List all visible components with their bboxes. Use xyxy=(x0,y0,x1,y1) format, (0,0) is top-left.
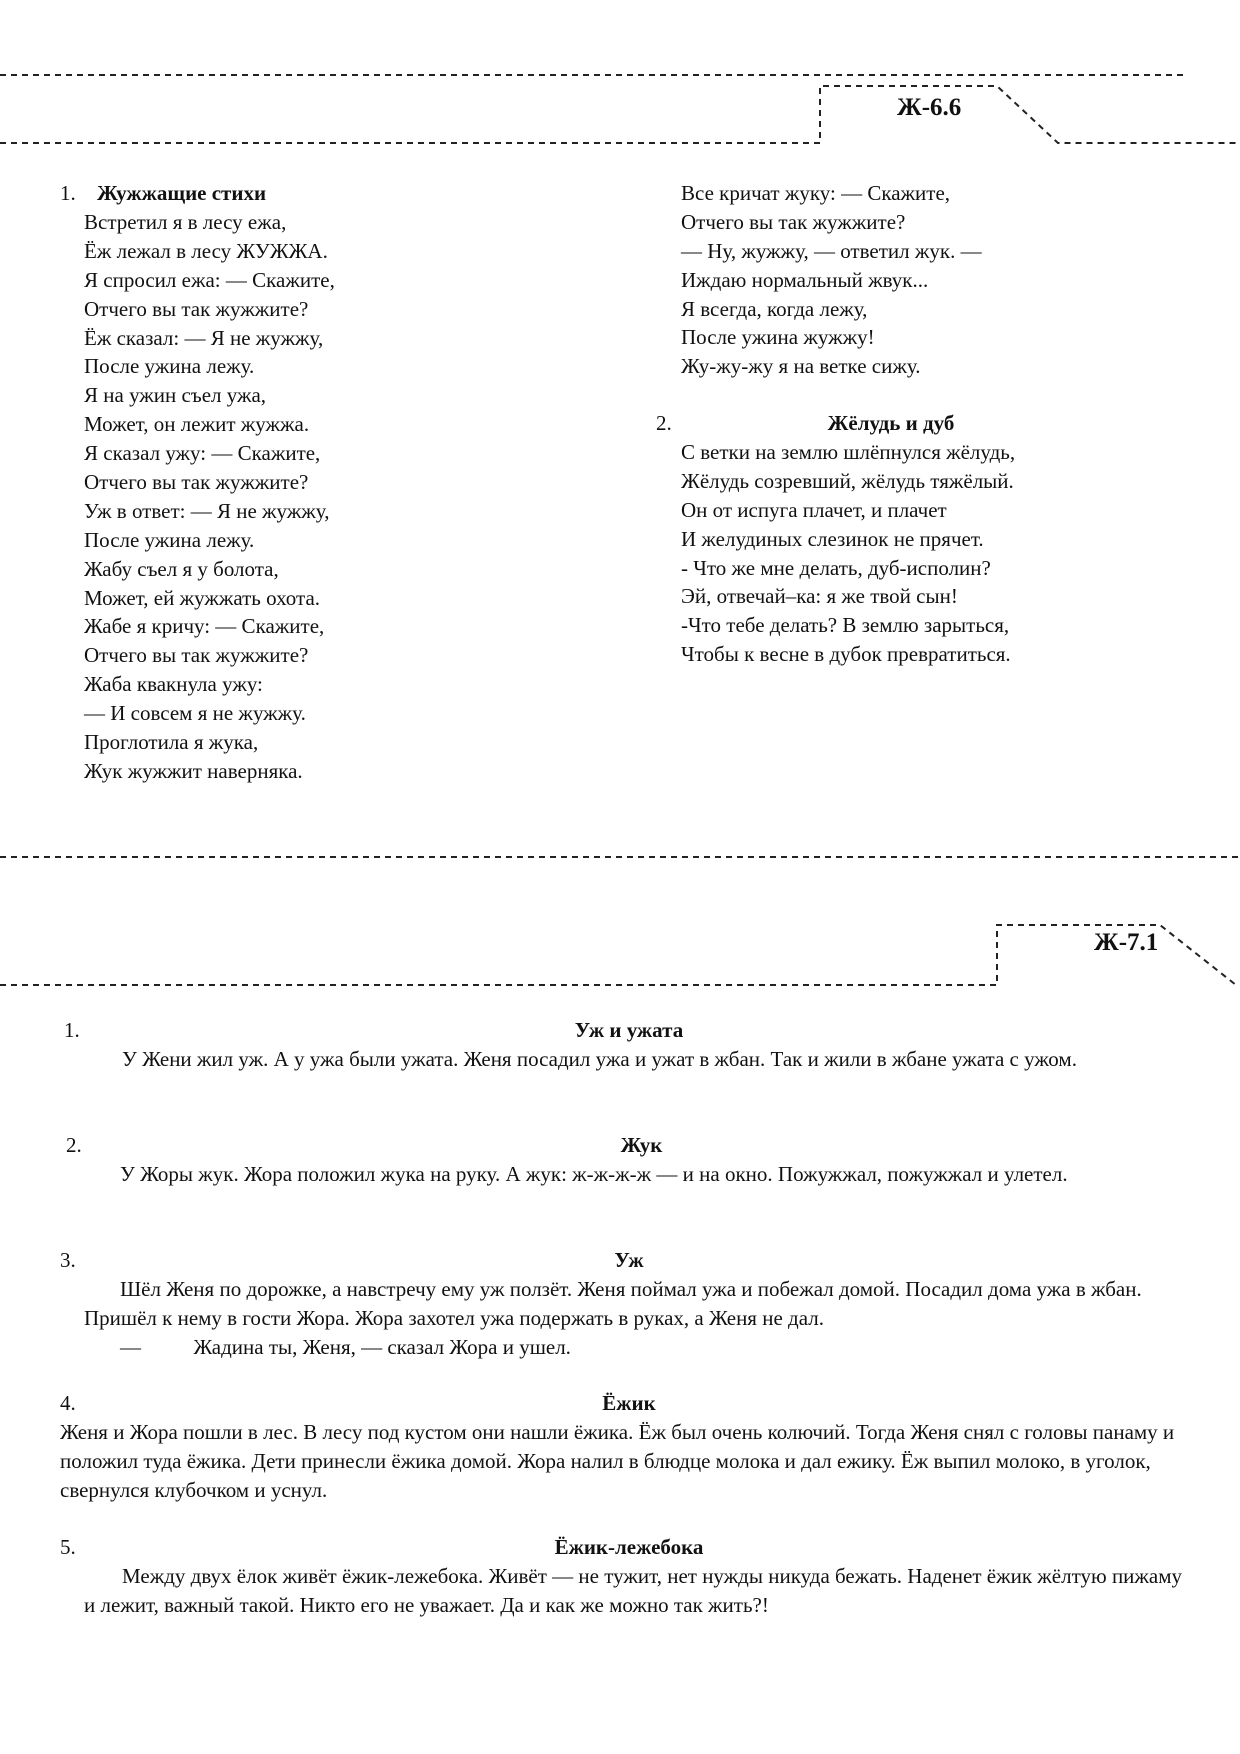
poem-title: Жёлудь и дуб xyxy=(827,411,955,435)
poem-title: Жужжащие стихи xyxy=(97,181,267,205)
tab-outline-zh-6-6 xyxy=(0,86,1240,143)
card-tag: Ж-7.1 xyxy=(1094,929,1159,956)
story-title: Ёжик xyxy=(602,1391,656,1415)
story-text: Женя и Жора пошли в лес. В лесу под кустом они нашли ёжика. Ёж был очень колючий. Тогда Женя снял с головы панаму и положил туда ёжика. Дети принесли ёжика домой. Жора налил в блюдце молока и дал ежику. Ёж выпил молоко, в уголок, свернулся клубочком и уснул. xyxy=(60,1420,1175,1502)
tab-outline-zh-7-1 xyxy=(0,925,1236,985)
poem-line: Все кричат жуку: — Скажите, xyxy=(681,181,951,205)
poem-line: И желудиных слезинок не прячет. xyxy=(681,526,984,551)
poem-line: Я всегда, когда лежу, xyxy=(681,296,868,321)
story-number: 1. xyxy=(64,1018,80,1042)
poem-line: — Ну, жужжу, — ответил жук. — xyxy=(681,238,982,263)
poem-line: Встретил я в лесу ежа, xyxy=(84,210,287,234)
poem-line: -Что тебе делать? В землю зарыться, xyxy=(681,613,1010,638)
poem-line: После ужина лежу. xyxy=(84,354,255,379)
poem-line: Иждаю нормальный жвук... xyxy=(681,267,929,292)
poem-line: Эй, отвечай–ка: я же твой сын! xyxy=(681,584,958,609)
story-title: Уж и ужата xyxy=(574,1018,684,1042)
poem-line: Жаба квакнула ужу: xyxy=(84,672,263,697)
poem-line: Жёлудь созревший, жёлудь тяжёлый. xyxy=(681,468,1014,493)
poem-body xyxy=(84,208,335,786)
poem-number: 1. xyxy=(60,181,76,205)
poem-line: Уж в ответ: — Я не жужжу, xyxy=(84,498,330,523)
story-title: Уж xyxy=(614,1248,644,1272)
poem-line: Жу-жу-жу я на ветке сижу. xyxy=(681,354,921,379)
poem-line: Чтобы к весне в дубок превратиться. xyxy=(681,642,1011,667)
poem-line: Я сказал ужу: — Скажите, xyxy=(84,441,321,466)
story-title: Ёжик-лежебока xyxy=(554,1535,704,1559)
story-text: Шёл Женя по дорожке, а навстречу ему уж ползёт. Женя поймал ужа и побежал домой. Посадил дома ужа в жбан. Пришёл к нему в гости Жора. Жора захотел ужа подержать в руках, а Женя не дал. xyxy=(84,1277,1142,1330)
poem-line: После ужина жужжу! xyxy=(681,325,875,350)
story-text: У Жоры жук. Жора положил жука на руку. А жук: ж-ж-ж-ж — и на окно. Пожужжал, пожужжал и улетел. xyxy=(120,1162,1068,1186)
poem-body xyxy=(681,438,1015,669)
story-text: Между двух ёлок живёт ёжик-лежебока. Живёт — не тужит, нет нужды никуда бежать. Наденет ёжик жёлтую пижаму и лежит, важный такой. Никто его не уважает. Да и как же можно так жить?! xyxy=(84,1564,1183,1617)
poem-line: — И совсем я не жужжу. xyxy=(84,701,306,726)
story-number: 5. xyxy=(60,1535,76,1559)
story-number: 2. xyxy=(66,1133,82,1157)
poem-line: После ужина лежу. xyxy=(84,527,255,552)
poem-line: Жабу съел я у болота, xyxy=(84,556,279,581)
poem-number: 2. xyxy=(656,411,672,435)
poem-line: Жабе я кричу: — Скажите, xyxy=(84,614,325,639)
poem-line: Может, он лежит жужжа. xyxy=(84,412,310,437)
story-text: У Жени жил уж. А у ужа были ужата. Женя посадил ужа и ужат в жбан. Так и жили в жбане ужата с ужом. xyxy=(122,1047,1077,1071)
poem-body-continued xyxy=(681,179,982,381)
poem-line: - Что же мне делать, дуб-исполин? xyxy=(681,555,991,580)
poem-line: С ветки на землю шлёпнулся жёлудь, xyxy=(681,440,1016,464)
story-dialogue: — Жадина ты, Женя, — сказал Жора и ушел. xyxy=(120,1335,571,1359)
poem-line: Я на ужин съел ужа, xyxy=(84,383,267,408)
poem-line: Он от испуга плачет, и плачет xyxy=(681,497,947,522)
poem-line: Я спросил ежа: — Скажите, xyxy=(84,267,335,292)
poem-line: Отчего вы так жужжите? xyxy=(84,296,309,321)
poem-line: Отчего вы так жужжите? xyxy=(84,470,309,495)
card-tag: Ж-6.6 xyxy=(897,94,962,121)
story-number: 3. xyxy=(60,1248,76,1272)
poem-line: Жук жужжит наверняка. xyxy=(84,758,303,783)
poem-line: Ёж сказал: — Я не жужжу, xyxy=(84,325,324,350)
poem-line: Проглотила я жука, xyxy=(84,730,259,755)
poem-line: Ёж лежал в лесу ЖУЖЖА. xyxy=(84,238,328,263)
poem-line: Отчего вы так жужжите? xyxy=(84,643,309,668)
poem-line: Отчего вы так жужжите? xyxy=(681,209,906,234)
story-number: 4. xyxy=(60,1391,76,1415)
poem-line: Может, ей жужжать охота. xyxy=(84,585,321,610)
story-title: Жук xyxy=(620,1133,663,1157)
